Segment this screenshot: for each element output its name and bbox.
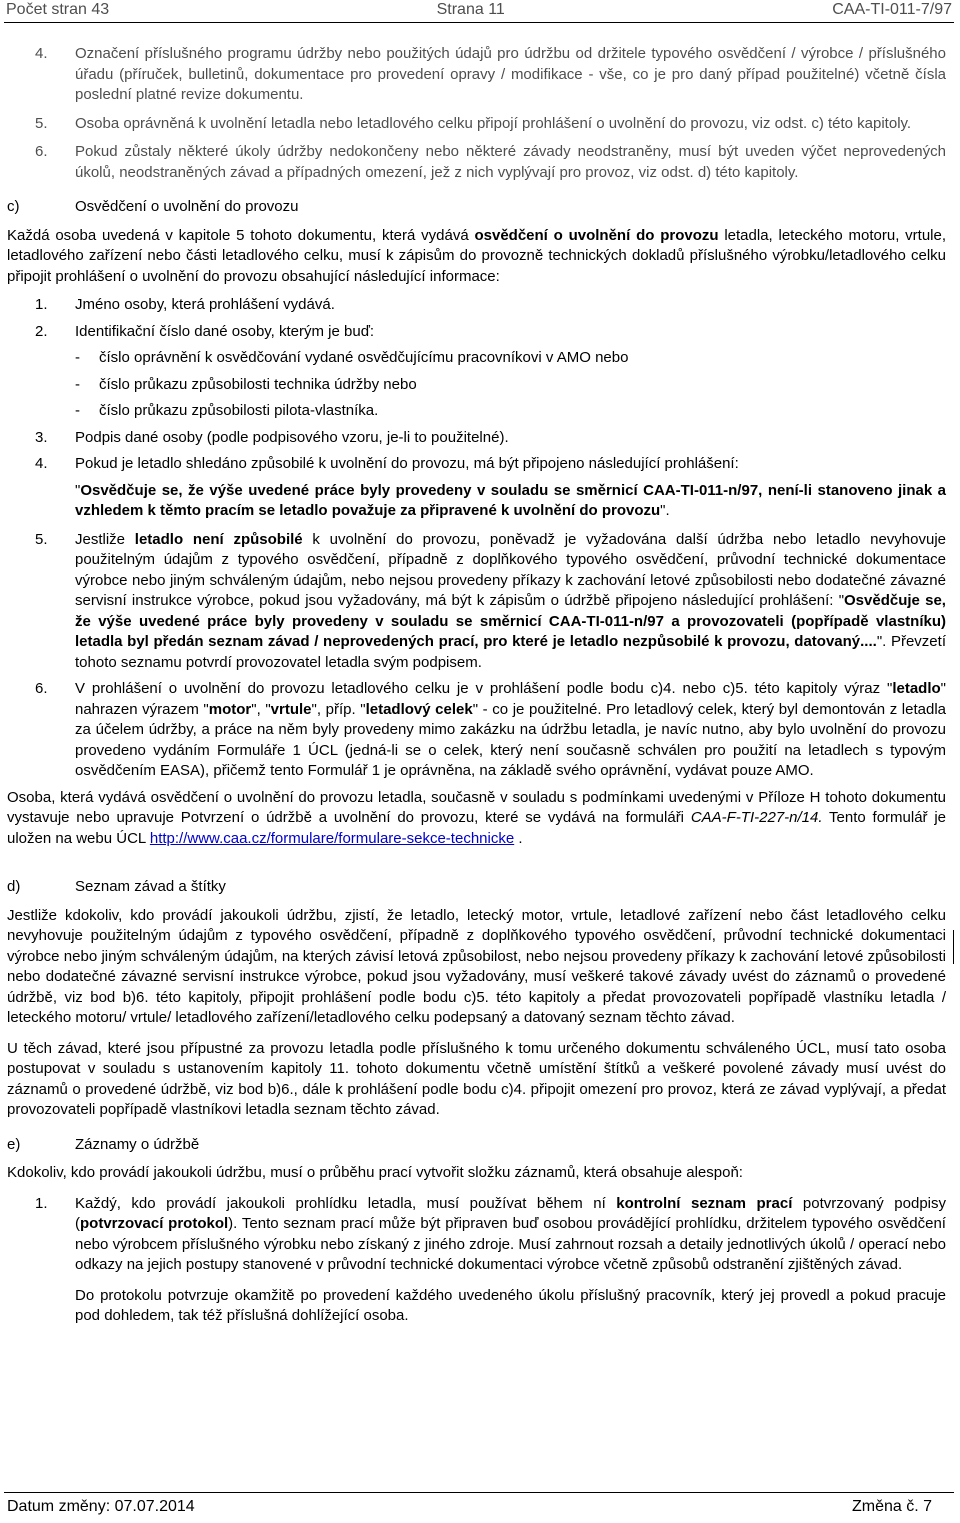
list-item: 1. Jméno osoby, která prohlášení vydává. (35, 296, 335, 313)
section-d-paragraph: Jestliže kdokoliv, kdo provádí jakoukoli údržbu, zjistí, že letadlo, letecký motor, vrtule, letadlové zařízení nebo část letadlového celku nevyhovuje použitelným údajům z typového osvědčení, případně z doplňkového typového osvědčení, průvodní technické dokumentaci výrobce nebo jiným schváleným údajům, na kterých závisí letová způsobilost, nebo nejsou provedeny příkazy k zachování letové způsobilosti nebo dodatečné závazné servisní instrukce výrobce, pokud jsou vyžadovány, musí veškeré takové závady uvést do záznamů o provedené údržbě, viz bod b)6. této kapitoly, připojit prohlášení podle bodu c)5. této kapitoly a předat provozovateli popřípadě vlastníku letadla / leteckého motoru/ vrtule/ letadlového zařízení/letadlového celku podepsaný a datovaný seznam těchto závad. (7, 906, 946, 1026)
document-body (7, 44, 946, 1327)
list-item: 4. Označení příslušného programu údržby nebo použitých údajů pro údržbu od držitele typového osvědčení / výrobce / příslušného úřadu (příruček, bulletinů, dokumentace pro provedení opravy / modifikace - vše, co je pro daný případ použitelné) včetně čísla poslední platné revize dokumentu. (35, 45, 946, 103)
list-item: 3. Podpis dané osoby (podle podpisového vzoru, je-li to použitelné). (35, 428, 509, 446)
page-count: Počet stran 43 (6, 1, 110, 18)
section-title: Záznamy o údržbě (75, 1135, 200, 1153)
header-rule (4, 22, 954, 23)
list-item: 6. V prohlášení o uvolnění do provozu letadlového celku je v prohlášení podle bodu c)4. nebo c)5. této kapitoly výraz "letadlo" nahrazen výrazem "motor", "vrtule", příp. "letadlový celek" - co je použitelné. Pro letadlový celek, který byl demontován z letadla za účelem údržby, a práce na něm byly provedeny mimo zakázku na údržbu letadla, je navíc nutno, aby bylo uvolnění do provozu provedeno vydáním Formuláře 1 ÚCL (jedná-li se o celek, který není současně schválen pro použití na letadlech s typovým osvědčením EASA), přičemž tento Formulář 1 je oprávněna, na základě svého oprávnění, vydávat pouze AMO. (35, 680, 946, 779)
caa-forms-link[interactable]: http://www.caa.cz/formulare/formulare-sekce-technicke (149, 829, 515, 847)
section-e-intro: Kdokoliv, kdo provádí jakoukoli údržbu, musí o průběhu prací vytvořit složku záznamů, která obsahuje alespoň: (7, 1164, 743, 1181)
section-c-heading: c) Osvědčení o uvolnění do provozu (7, 197, 946, 218)
list-item: 1. Každý, kdo provádí jakoukoli prohlídku letadla, musí používat během ní kontrolní seznam prací potvrzovaný podpisy (potvrzovací protokol). Tento seznam prací může být připraven buď osobou provádějící prohlídku, držitelem typového osvědčení nebo výrobcem příslušného výrobku nebo získaný z jiného zdroje. Musí zahrnout rozsah a detaily jednotlivých úkolů / operací nebo odkazy na jejich postupy stanovené v průvodní technické dokumentaci výrobce včetně způsobů odstranění zjištěných závad. Do protokolu potvrzuje okamžitě po provedení každého uvedeného úkolu příslušný pracovník, který jej provedl a pokud pracuje pod dohledem, tak též příslušná dohlížející osoba. (35, 1194, 946, 1324)
section-title: Osvědčení o uvolnění do provozu (75, 198, 299, 215)
page-number: Strana 11 (436, 1, 505, 18)
release-statement-quote: "Osvědčuje se, že výše uvedené práce byly provedeny v souladu se směrnicí CAA-TI-011-n/97, není-li stanoveno jinak a vzhledem k těmto pracím se letadlo považuje za připravené k uvolnění do provozu". (75, 481, 946, 519)
change-date: Datum změny: 07.07.2014 (7, 1498, 195, 1515)
list-item: 2. Identifikační číslo dané osoby, kterým je buď: (35, 322, 375, 340)
section-d-heading: d) Seznam závad a štítky (7, 877, 946, 898)
document-code: CAA-TI-011-7/97 (832, 1, 952, 18)
footer-rule (4, 1492, 954, 1493)
section-title: Seznam závad a štítky (75, 878, 226, 895)
change-number: Změna č. 7 (851, 1498, 932, 1515)
page-header (6, 0, 952, 22)
section-d-paragraph: U těch závad, které jsou přípustné za provozu letadla podle příslušného k tomu určeného dokumentu schváleného ÚCL, musí tato osoba postupovat v souladu s ustanovením kapitoly 11. tohoto dokumentu včetně umístění štítků a veškeré povolené závady musí uvést do záznamů o provedené údržbě, viz bod b)6., dále k prohlášení podle bodu c)4. připojit omezení pro provoz, která ze závad vyplývají, a předat provozovateli popřípadě vlastníkovi letadla seznam těchto závad. (7, 1039, 946, 1118)
list-item: 5. Jestliže letadlo není způsobilé k uvolnění do provozu, poněvadž je vyžadována další údržba nebo letadlo nevyhovuje použitelným údajům z typového osvědčení, případně z doplňkového typového osvědčení, průvodní technické dokumentace výrobce nebo jiným schváleným údajům, nebo nejsou provedeny příkazy k zachování letové způsobilosti nebo dodatečné závazné servisní instrukce výrobce, pokud jsou vyžadovány, má být k zápisům o údržbě připojeno následující prohlášení: "Osvědčuje se, že výše uvedené práce byly provedeny v souladu se směrnicí CAA-TI-011-n/97 a provozovateli (popřípadě vlastníku) letadla byl předán seznam závad / neprovedených prací, pro které je letadlo nezpůsobilé k provozu, datovaný....". Převzetí tohoto seznamu potvrdí provozovatel letadla svým podpisem. (35, 530, 946, 671)
sub-item: - číslo průkazu způsobilosti pilota-vlastníka. (75, 402, 379, 419)
section-e-heading: e) Záznamy o údržbě (7, 1135, 946, 1156)
list-item: 4. Pokud je letadlo shledáno způsobilé k uvolnění do provozu, má být připojeno následující prohlášení: (35, 455, 739, 472)
list-item: 6. Pokud zůstaly některé úkoly údržby nedokončeny nebo některé závady neodstraněny, musí být uveden výčet neprovedených úkolů, neodstraněných závad a případných omezení, jež z nich vyplývají pro provoz, viz odst. d) této kapitoly. (35, 143, 946, 181)
revision-change-bar (953, 930, 954, 964)
section-c-intro: Každá osoba uvedená v kapitole 5 tohoto dokumentu, která vydává osvědčení o uvolnění do provozu letadla, leteckého motoru, vrtule, letadlového zařízení nebo části letadlového celku, musí k zápisům do provozně technických dokladů příslušného výrobku/letadlového celku připojit prohlášení o uvolnění do provozu obsahující následující informace: (7, 226, 947, 285)
sub-item: - číslo oprávnění k osvědčování vydané osvědčujícímu pracovníkovi v AMO nebo (75, 349, 629, 366)
sub-item: - číslo průkazu způsobilosti technika údržby nebo (75, 375, 417, 393)
section-b-items (7, 44, 946, 183)
page-footer (7, 1497, 932, 1518)
section-c-closing: Osoba, která vydává osvědčení o uvolnění do provozu letadla, současně v souladu s podmínkami uvedenými v Příloze H tohoto dokumentu vystavuje nebo upravuje Potvrzení o údržbě a uvolnění do provozu, které se vydává na formuláři CAA-F-TI-227-n/14. Tento formulář je uložen na webu ÚCL http://www.caa.cz/formulare/formulare-sekce-technicke . (7, 788, 946, 847)
list-item: 5. Osoba oprávněná k uvolnění letadla nebo letadlového celku připojí prohlášení o uvolnění do provozu, viz odst. c) této kapitoly. (35, 114, 912, 132)
